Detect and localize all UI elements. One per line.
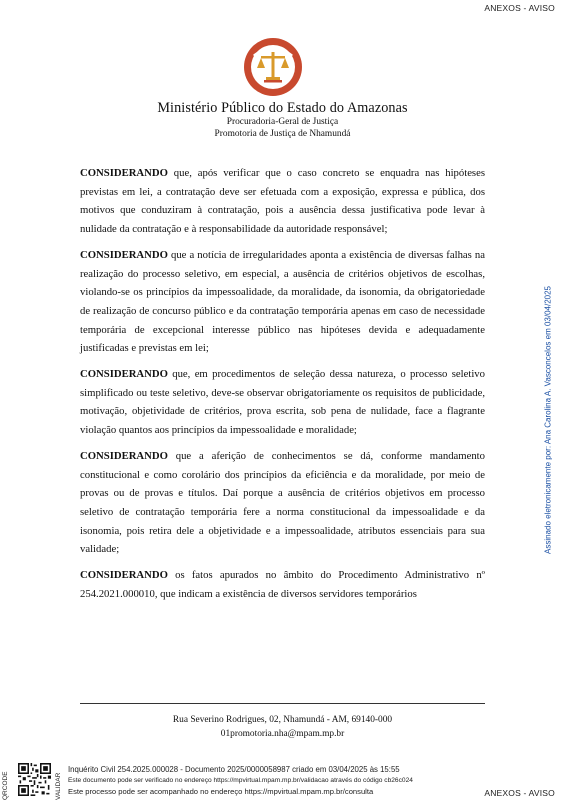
footer-address: Rua Severino Rodrigues, 02, Nhamundá - AM, 69140-000 bbox=[172, 715, 393, 725]
electronic-signature-note bbox=[540, 270, 556, 570]
paragraph bbox=[80, 164, 485, 239]
qrcode-label: QRCODE bbox=[2, 771, 9, 800]
paragraph-keyword: CONSIDERANDO bbox=[80, 569, 168, 582]
document-body bbox=[80, 164, 485, 610]
paragraph bbox=[80, 246, 485, 358]
paragraph-text: que a aferição de conhecimentos se dá, conforme mandamento constitucional e como corolário dos princípios da eficiência e da moralidade, por meio de provas ou de provas e títulos. Daí porque a ausência de critérios objetivos em processo seletivo de contratação temporária fere a norma constitucional da impessoalidade e da isonomia, pois retira dele a objetividade e a impessoalidade, atributos essenciais para sua validade; bbox=[80, 449, 485, 556]
mp-amazonas-emblem-icon bbox=[242, 36, 304, 98]
document-stamp-line: Inquérito Civil 254.2025.000028 - Documento 2025/0000058987 criado em 03/04/2025 às 15:55 bbox=[68, 765, 400, 774]
electronic-signature-text: Assinado eletronicamente por: Ana Carolina A. Vasconcelos em 03/04/2025 bbox=[543, 285, 553, 555]
annex-label-bottom: ANEXOS - AVISO bbox=[484, 788, 555, 798]
qr-code-icon[interactable] bbox=[18, 763, 51, 796]
organization-title: Ministério Público do Estado do Amazonas bbox=[157, 100, 408, 116]
organization-department: Promotoria de Justiça de Nhamundá bbox=[214, 129, 351, 139]
paragraph-keyword: CONSIDERANDO bbox=[80, 449, 168, 462]
paragraph-keyword: CONSIDERANDO bbox=[80, 167, 168, 179]
footer-divider bbox=[80, 703, 485, 704]
validate-label: VALIDAR bbox=[55, 772, 62, 800]
paragraph bbox=[80, 566, 485, 603]
paragraph-keyword: CONSIDERANDO bbox=[80, 248, 168, 261]
paragraph-text: os fatos apurados no âmbito do Procedimento Administrativo nº 254.2021.000010, que indicam a existência de diversos servidores temporários bbox=[80, 569, 485, 600]
organization-subtitle: Procuradoria-Geral de Justiça bbox=[226, 117, 339, 127]
paragraph-text: que a notícia de irregularidades aponta a existência de diversas falhas na realização do processo seletivo, em especial, a ausência de critérios objetivos de escolhas, violando-se os princípios da impessoalidade, da moralidade, da isonomia, da obrigatoriedade de realização de concurso público e da contratação temporária apenas em caso de necessidade temporária de excepcional interesse público nas hipóteses devida e adequadamente justificadas e previstas em lei; bbox=[80, 248, 485, 355]
paragraph bbox=[80, 365, 485, 440]
footer-email[interactable]: 01promotoria.nha@mpam.mp.br bbox=[220, 729, 345, 739]
verification-link-line[interactable]: Este documento pode ser verificado no endereço https://mpvirtual.mpam.mp.br/validacao através do código cb26c024 bbox=[68, 777, 413, 784]
paragraph-text: que, em procedimentos de seleção dessa natureza, o processo seletivo simplificado ou teste seletivo, deve-se observar obrigatoriamente os requisitos de publicidade, motivação, objetividade de critérios, prova escrita, sob pena de nulidade, face a flagrante violação quantos aos princípios da impessoalidade e moralidade; bbox=[80, 368, 485, 437]
paragraph bbox=[80, 447, 485, 559]
annex-label-top: ANEXOS - AVISO bbox=[484, 3, 555, 13]
tracking-link-line[interactable]: Este processo pode ser acompanhado no endereço https://mpvirtual.mpam.mp.br/consulta bbox=[68, 787, 374, 796]
paragraph-text: que, após verificar que o caso concreto se enquadra nas hipóteses previstas em lei, a contratação deve ser efetuada com a exposição, expressa e pública, dos motivos que conduziram à contratação, pois a ausência dessa justificativa pode levar à nulidade da contratação e à responsabilidade da autoridade responsável; bbox=[80, 167, 485, 236]
paragraph-keyword: CONSIDERANDO bbox=[80, 368, 168, 381]
